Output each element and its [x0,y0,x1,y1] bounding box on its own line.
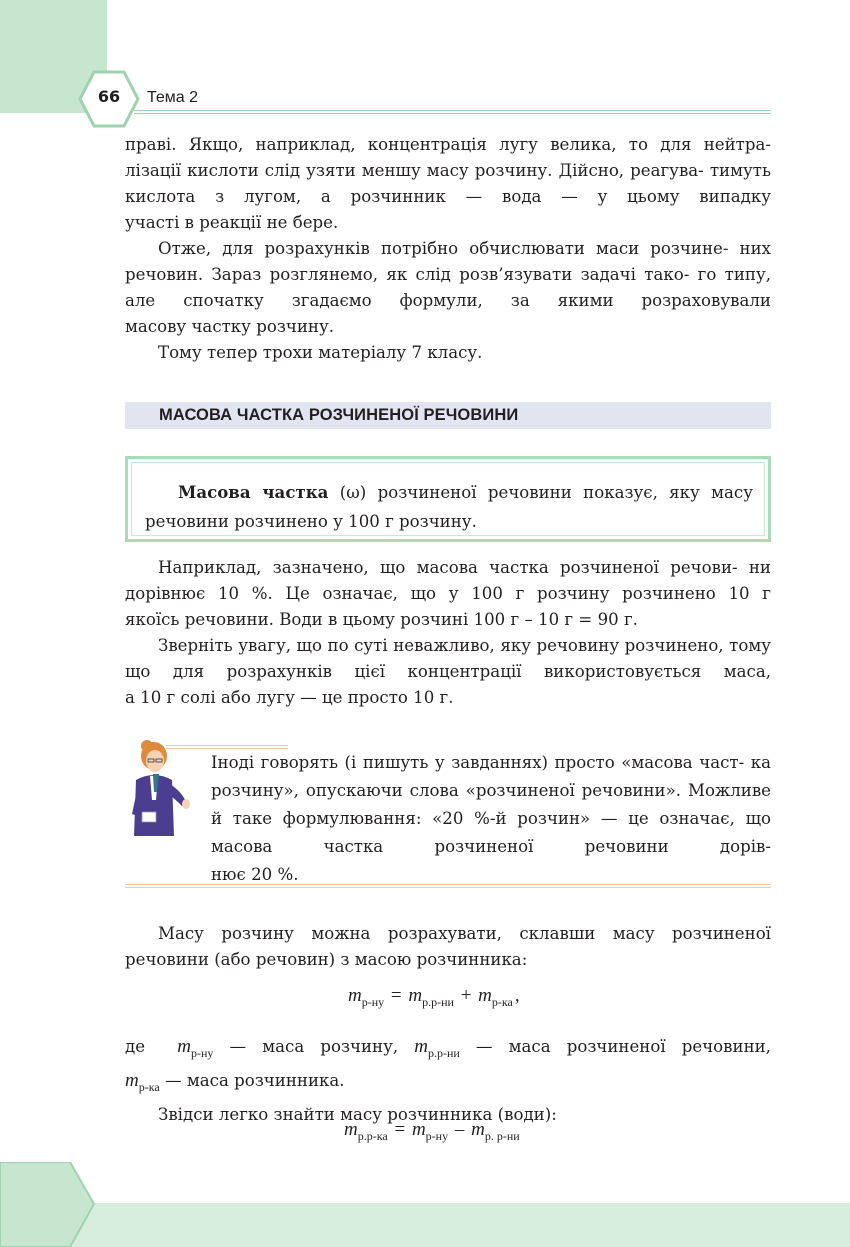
note-bottom-rule [125,884,771,885]
paragraph: Отже, для розрахунків потрібно обчислювати маси розчине- них речовин. Зараз розглянемо, як слід розв’язувати задачі тако- го типу, але спочатку згадаємо формули, за якими розраховували [125,239,772,310]
page-number: 66 [97,87,121,106]
section-title: МАСОВА ЧАСТКА РОЗЧИНЕНОЇ РЕЧОВИНИ [159,406,519,424]
note-bottom-rule [125,887,771,888]
note-text: Іноді говорять (і пишуть у завданнях) просто «масова част- ка розчину», опускаючи слова «розчиненої речовини». Можливе й таке формулювання: «20 %-й розчин» — це означає, що масова частка розчиненої речовини дорів- нює 20 %. [211,753,771,884]
paragraph: Звідси легко знайти масу розчинника (води): [158,1105,557,1124]
definition-term: Масова частка [178,482,329,502]
omega-symbol: (ω) [339,483,367,502]
header-rule [134,113,771,114]
header-rule [134,110,771,111]
paragraph: праві. Якщо, наприклад, концентрація лугу велика, то для нейтра- лізації кислоти слід узяти меншу масу розчину. Дійсно, реагува- тимуть кислота з лугом, а розчинник — вода — у цьому випадку [125,135,771,206]
intro-block [125,132,771,366]
paragraph-end: а 10 г солі або лугу — це просто 10 г. [125,688,454,707]
footer-tab [0,1162,95,1247]
paragraph: Тому тепер трохи матеріалу 7 класу. [158,343,483,362]
formula-solvent-mass: $m_{р.р-ка} = m_{р-ну} - m_{р. р-ни}$ [344,1119,520,1143]
paragraph-end: масову частку розчину. [125,317,335,336]
mass-block [125,921,771,973]
example-block [125,555,771,711]
paragraph-end: участі в реакції не бере. [125,213,339,232]
paragraph: Масу розчину можна розрахувати, склавши масу розчиненої [158,924,771,943]
paragraph: Зверніть увагу, що по суті неважливо, яку речовину розчинено, тому що для розрахунків цієї концентрації використовується маса, [125,636,771,681]
footer-band [0,1203,850,1247]
teacher-icon [120,740,192,840]
formula-legend: де $m_{р-ну}$ — маса розчину, $m_{р.р-ни}$ — маса розчиненої речовини, $m_{р-ка}$ — маса розчинника. Звідси легко знайти масу розчинника (води): [125,1033,771,1128]
paragraph-end: якоїсь речовини. Води в цьому розчині 100 г – 10 г = 90 г. [125,610,638,629]
topic-label: Тема 2 [147,89,199,106]
paragraph-end: речовини (або речовин) з масою розчинника: [125,950,528,969]
formula-solution-mass: $m_{р-ну} = m_{р.р-ни} + m_{р-ка}$ , [348,985,520,1009]
paragraph: Наприклад, зазначено, що масова частка розчиненої речови- ни дорівнює 10 %. Це означає, що у 100 г розчину розчинено 10 г [125,558,771,603]
definition-text: Масова частка (ω) розчиненої речовини показує, яку масу речовини розчинено у 100 г розчину. [145,482,753,531]
